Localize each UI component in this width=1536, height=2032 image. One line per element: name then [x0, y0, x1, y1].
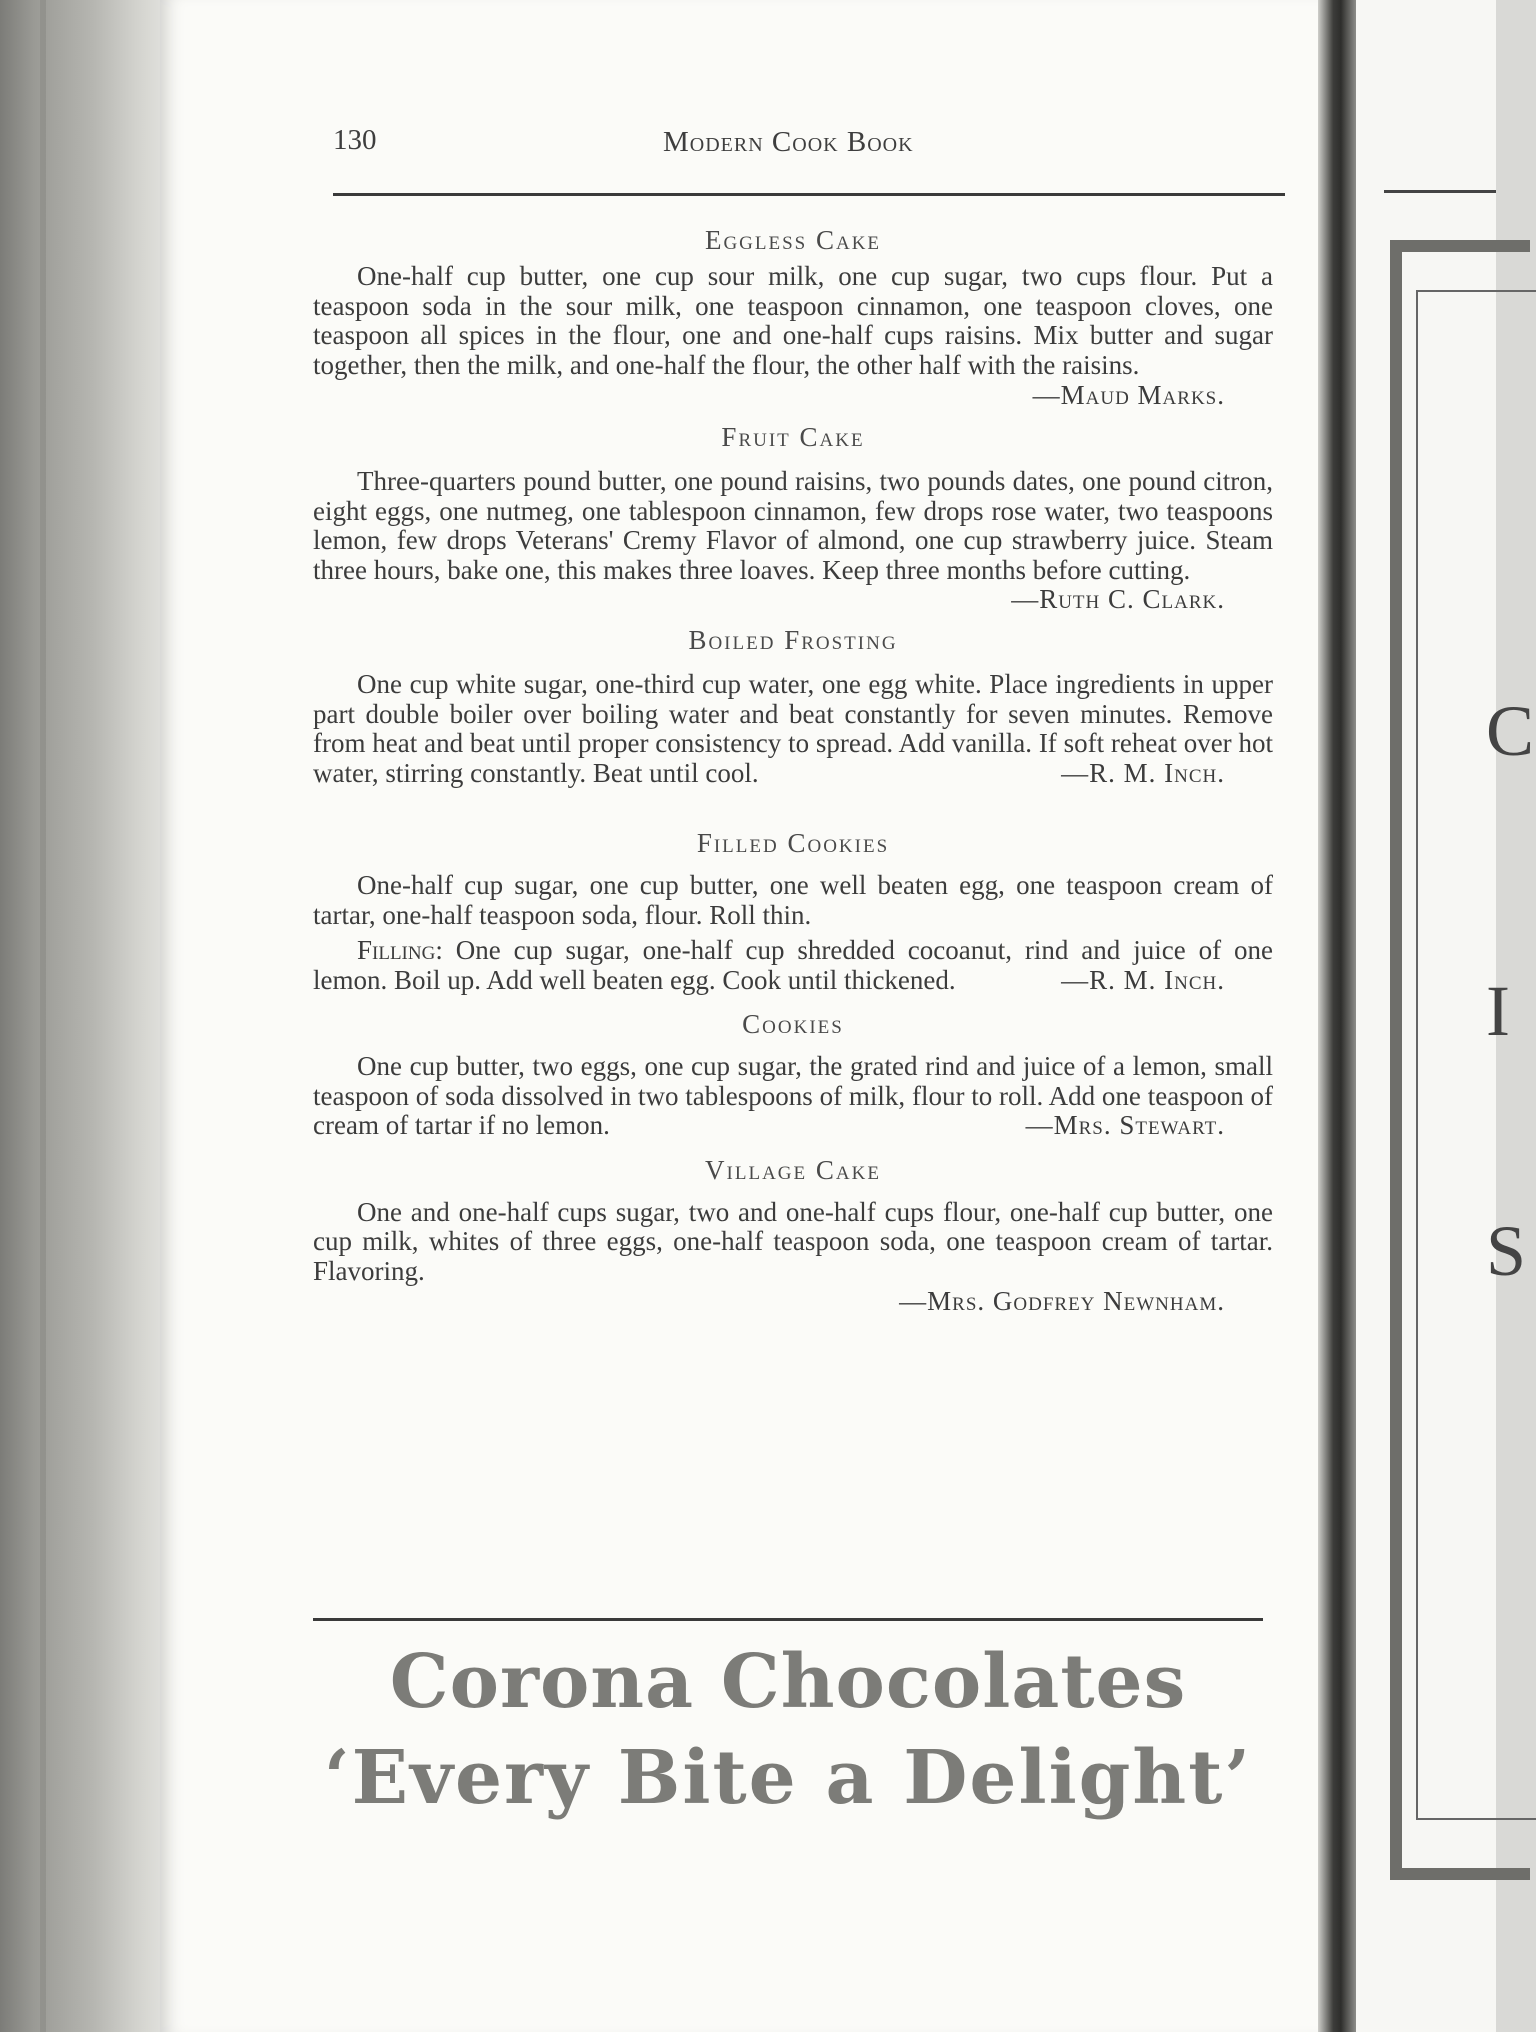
recipe-author: —R. M. Inch. [1061, 757, 1225, 788]
recipe-cookies [313, 1009, 1273, 1141]
facing-page-letter: I [1486, 971, 1510, 1051]
recipe-village-cake [313, 1155, 1273, 1317]
recipe-title: Eggless Cake [704, 225, 882, 255]
page-number: 130 [333, 124, 377, 156]
facing-page-letter: S [1486, 1211, 1527, 1291]
recipe-author: —Maud Marks. [1032, 380, 1225, 410]
facing-page-rule [1384, 190, 1496, 193]
advertisement [313, 1634, 1263, 1826]
recipe-list [313, 225, 1273, 1316]
recipe-title: Boiled Frosting [688, 625, 898, 655]
recipe-body [313, 670, 1273, 788]
recipe-body: One and one-half cups sugar, two and one-half cups flour, one-half cup butter, one cup milk, whites of three eggs, one-half teaspoon soda, one teaspoon cream of tartar. Flavoring. [313, 1196, 1273, 1286]
book-spine [0, 0, 170, 2032]
page-header [333, 124, 1283, 164]
recipe-author: —Ruth C. Clark. [1011, 584, 1225, 614]
recipe-author: —Mrs. Stewart. [1025, 1110, 1225, 1140]
filling-label: Filling: [357, 935, 443, 965]
spine-crease [40, 0, 46, 2032]
recipe-body: One-half cup butter, one cup sour milk, one cup sugar, two cups flour. Put a teaspoon soda in the sour milk, one teaspoon cinnamon, one teaspoon cloves, one teaspoon all spices in the flour, one and one-half cups raisins. Mix butter and sugar together, then the milk, and one-half the flour, the other half with the raisins. [313, 261, 1273, 380]
facing-page-letter: C [1486, 691, 1535, 771]
facing-page [1356, 0, 1535, 2032]
recipe-eggless-cake [313, 225, 1273, 410]
recipe-title: Fruit Cake [721, 422, 865, 452]
recipe-body [313, 1052, 1273, 1141]
recipe-fruit-cake [313, 422, 1273, 614]
header-rule [333, 193, 1285, 196]
recipe-filled-cookies [313, 828, 1273, 995]
recipe-body [313, 466, 1273, 614]
recipe-filling [313, 936, 1273, 995]
recipe-author: —R. M. Inch. [1061, 964, 1225, 995]
advertisement-rule [313, 1618, 1263, 1621]
recipe-title: Village Cake [705, 1154, 881, 1185]
recipe-text: One cup white sugar, one-third cup water, one egg white. Place ingredients in upper part double boiler over boiling water and beat constantly for seven minutes. Remove from heat and beat until proper consistency to spread. Add vanilla. If soft reheat over hot water, stirring constantly. Beat until cool. [313, 669, 1273, 788]
recipe-title: Cookies [742, 1009, 844, 1039]
running-title: Modern Cook Book [663, 126, 914, 158]
filling-text: One cup sugar, one-half cup shredded cocoanut, rind and juice of one lemon. Boil up. Add well beaten egg. Cook until thickened. [313, 935, 1273, 995]
advertisement-slogan: ‘Every Bite a Delight’ [323, 1735, 1253, 1821]
recipe-author: —Mrs. Godfrey Newnham. [899, 1286, 1225, 1316]
book-gutter [1318, 0, 1356, 2032]
advertisement-headline: Corona Chocolates [389, 1639, 1187, 1725]
recipe-title: Filled Cookies [696, 828, 890, 858]
recipe-boiled-frosting [313, 625, 1273, 788]
facing-page-inner-frame [1416, 290, 1536, 1820]
recipe-text: One cup butter, two eggs, one cup sugar, the grated rind and juice of a lemon, small teaspoon of soda dissolved in two tablespoons of milk, flour to roll. Add one teaspoon of cream of tartar if no lemon. [313, 1051, 1273, 1140]
recipe-text: Three-quarters pound butter, one pound raisins, two pounds dates, one pound citron, eight eggs, one nutmeg, one tablespoon cinnamon, few drops rose water, two teaspoons lemon, few drops Veterans' Cremy Flavor of almond, one cup strawberry juice. Steam three hours, bake one, this makes three loaves. Keep three months before cutting. [313, 466, 1273, 585]
recipe-body: One-half cup sugar, one cup butter, one well beaten egg, one teaspoon cream of tartar, one-half teaspoon soda, flour. Roll thin. [313, 870, 1273, 930]
